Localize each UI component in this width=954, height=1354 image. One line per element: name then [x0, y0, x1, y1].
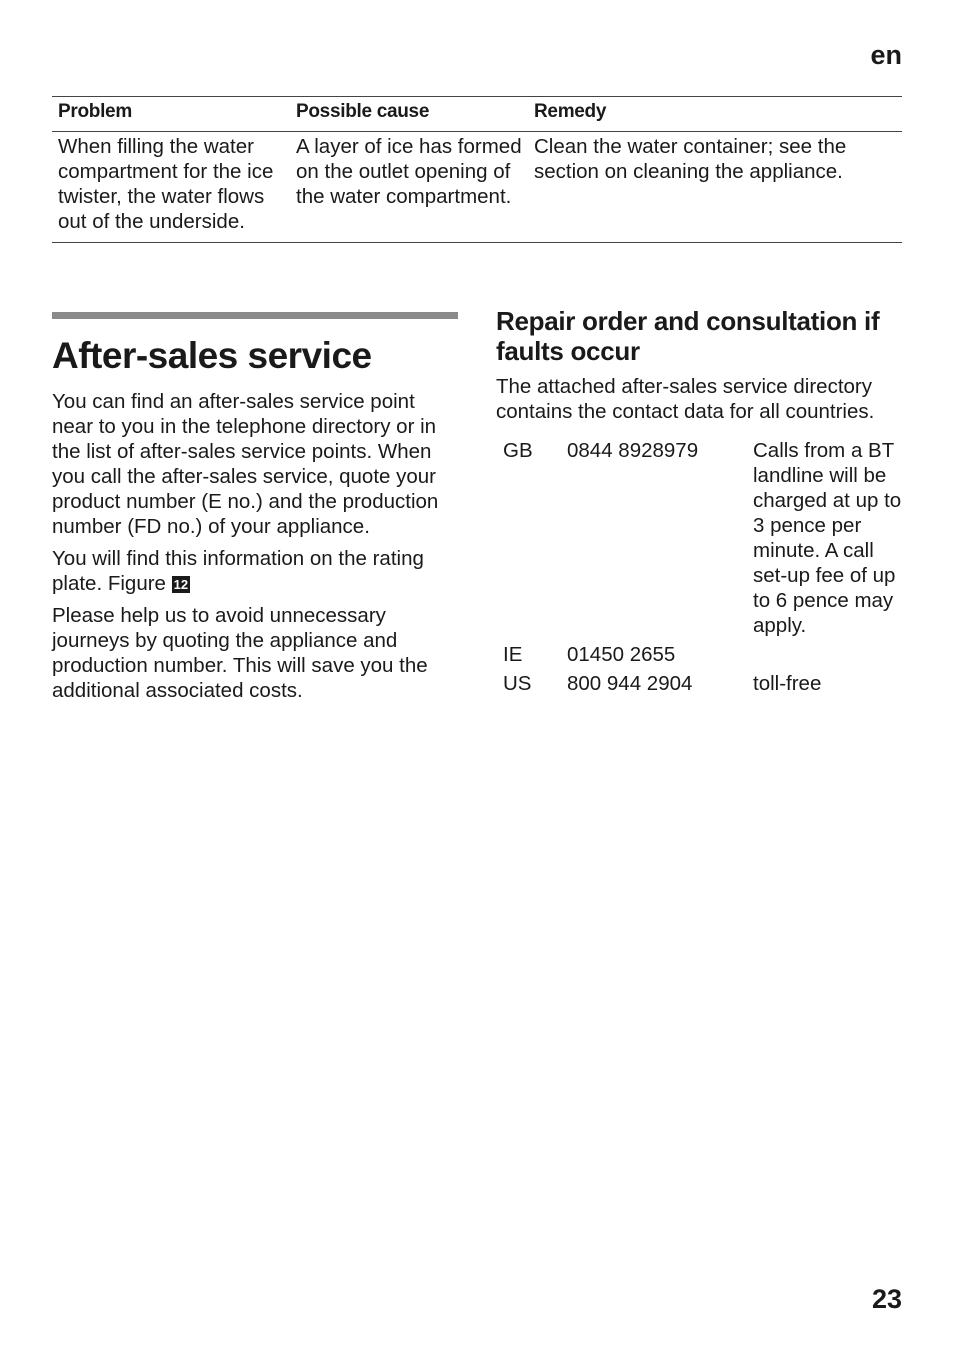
- after-sales-paragraph-1: You can find an after-sales service point near to you in the telephone directory or in the list of after-sales service points. When you call the after-sales service, quote your product number (E no.) and the production number (FD no.) of your appliance.: [52, 390, 439, 538]
- column-header-cause: Possible cause: [290, 97, 528, 132]
- table-row: [52, 132, 902, 243]
- column-header-problem: Problem: [52, 97, 290, 132]
- cell-cause: A layer of ice has formed on the outlet opening of the water compartment.: [290, 132, 528, 243]
- contact-number: 800 944 2904: [567, 672, 693, 695]
- contact-note: Calls from a BT landline will be charged at up to 3 pence per minute. A call set-up fee of up to 6 pence may apply.: [753, 439, 902, 637]
- contact-note: toll-free: [753, 672, 822, 695]
- section-divider: [52, 312, 458, 319]
- troubleshooting-table: [52, 96, 902, 243]
- contact-row-gb: [496, 438, 906, 642]
- column-header-remedy: Remedy: [528, 97, 902, 132]
- contact-number: 0844 8928979: [567, 439, 699, 462]
- repair-intro: The attached after-sales service directory contains the contact data for all countries.: [496, 375, 875, 423]
- section-title: After-sales service: [52, 335, 372, 376]
- cell-problem: When filling the water compartment for the ice twister, the water flows out of the underside.: [52, 132, 290, 243]
- contact-row-us: [496, 671, 906, 700]
- after-sales-paragraph-3: Please help us to avoid unnecessary journeys by quoting the appliance and production number. This will save you the additional associated costs.: [52, 604, 428, 702]
- rating-plate-text: You will find this information on the rating plate. Figure: [52, 547, 424, 595]
- after-sales-section: [52, 312, 458, 710]
- contacts-table: [496, 438, 906, 700]
- contact-row-ie: [496, 642, 906, 671]
- page-number: 23: [871, 1284, 902, 1314]
- cell-remedy: Clean the water container; see the section on cleaning the appliance.: [528, 132, 902, 243]
- figure-reference-icon: 12: [173, 577, 189, 592]
- table-header-row: [52, 97, 902, 132]
- repair-title: Repair order and consultation if faults occur: [496, 306, 880, 366]
- contact-note: [753, 642, 906, 671]
- contact-number: 01450 2655: [567, 643, 676, 666]
- contact-country: GB: [503, 439, 533, 462]
- language-code: en: [870, 40, 902, 70]
- contact-country: IE: [503, 643, 523, 666]
- contact-country: US: [503, 672, 532, 695]
- repair-section: [496, 306, 906, 700]
- after-sales-paragraph-2: [52, 546, 458, 596]
